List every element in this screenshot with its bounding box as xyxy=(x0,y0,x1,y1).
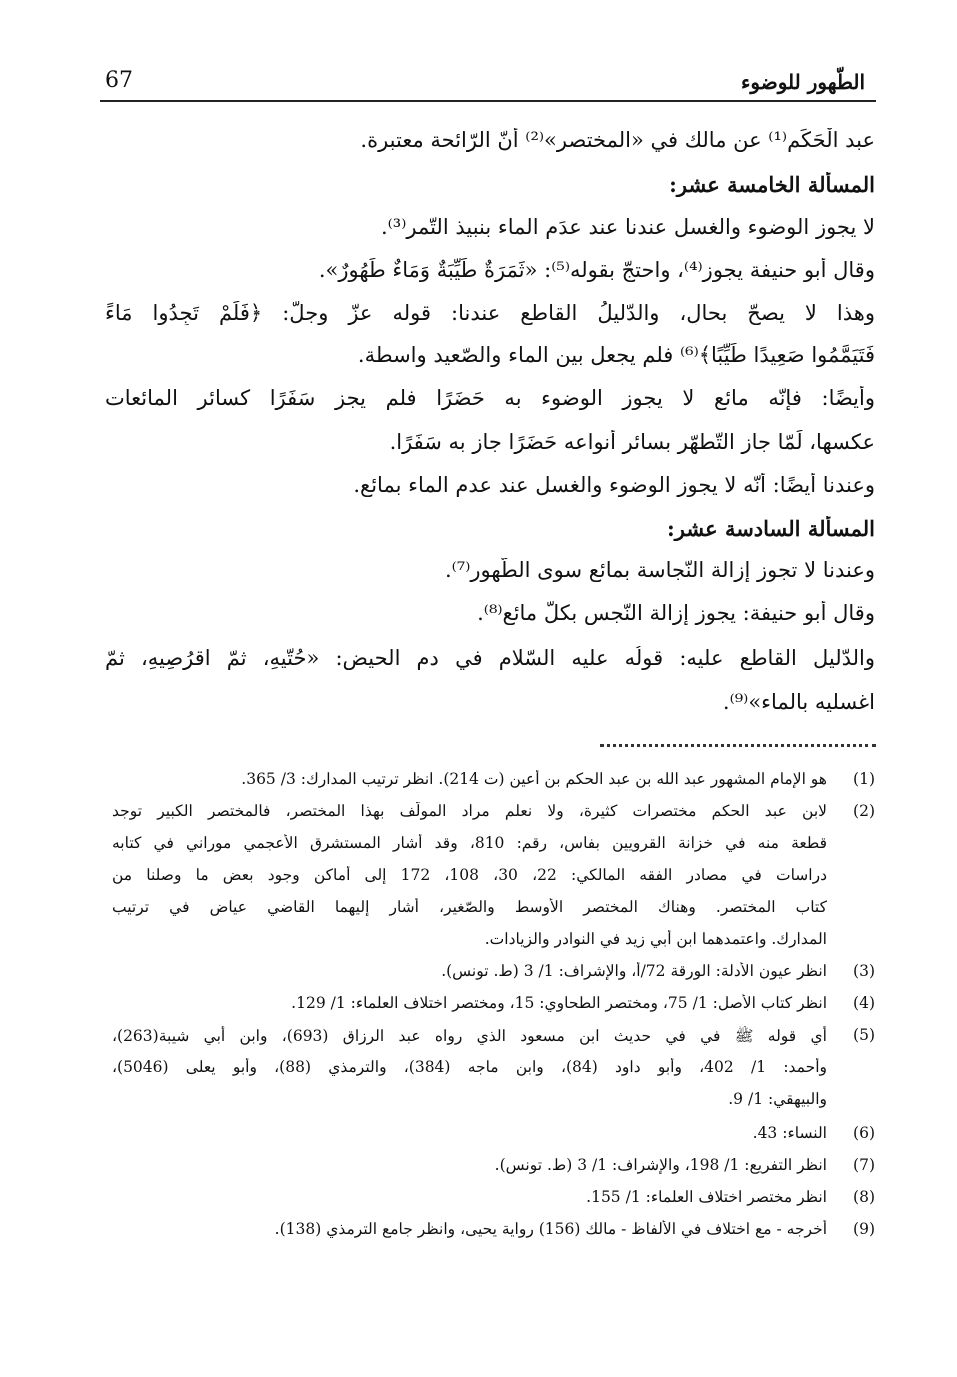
footnote-text: لابن عبد الحكم مختصرات كثيرة، ولا نعلم مراد المولّف بهذا المختصر، فالمختصر الكبير توجد xyxy=(112,802,827,820)
footnote-text: النساء: 43. xyxy=(752,1124,827,1142)
footnote-text: انظر كتاب الأصل: 1/ 75، ومختصر الطحاوي: 15، ومختصر اختلاف العلماء: 1/ 129. xyxy=(291,994,827,1012)
footnote-text: انظر التفريع: 1/ 198، والإشراف: 1/ 3 (ط. تونس). xyxy=(494,1156,827,1174)
running-title: الطّهور للوضوء xyxy=(741,70,865,94)
body-line: والدّليل القاطع عليه: قولُه عليه السّلام في دم الحيض: «حُتّيهِ، ثمّ اقرُصِيهِ، ثمّ xyxy=(105,646,875,670)
footnote-number: (6) xyxy=(853,1124,875,1142)
footnote-text: كتاب المختصر. وهناك المختصر الأوسط والصّغير، أشار إليهما القاضي عياض في ترتيب xyxy=(112,898,827,916)
footnote-number: (1) xyxy=(853,770,875,788)
body-line: عبد الْحَكَم⁽¹⁾ عن مالك في «المختصر»⁽²⁾ أنّ الرّائحة معتبرة. xyxy=(360,128,875,152)
section-heading: المسألة الخامسة عشر: xyxy=(669,172,875,197)
footnote-number: (9) xyxy=(853,1220,875,1238)
footnote-number: (2) xyxy=(853,802,875,820)
body-line: لا يجوز الوضوء والغسل عندنا عند عدَم الماء بنبيذ التّمر⁽³⁾. xyxy=(380,215,875,239)
body-line: وعندنا أيضًا: أنّه لا يجوز الوضوء والغسل عند عدم الماء بمائعٍ. xyxy=(353,473,875,497)
header-rule xyxy=(100,100,876,102)
page-number: 67 xyxy=(105,68,133,93)
footnote-text: هو الإمام المشهور عبد الله بن عبد الحكم بن أعين (ت 214). انظر ترتيب المدارك: 3/ 365. xyxy=(241,770,827,788)
footnote-text: والبيهقي: 1/ 9. xyxy=(728,1090,827,1108)
footnote-separator xyxy=(600,744,876,747)
footnote-text: أخرجه - مع اختلاف في الألفاظ - مالك (156) رواية يحيى، وانظر جامع الترمذي (138). xyxy=(274,1220,827,1238)
footnote-text: انظر مختصر اختلاف العلماء: 1/ 155. xyxy=(586,1188,827,1206)
footnote-text: المدارك. واعتمدهما ابن أبي زيد في النوادر والزيادات. xyxy=(484,930,827,948)
body-line: وهذا لا يصحّ بحالٍ، والدّليلُ القاطع عندنا: قوله عزّ وجلّ: ﴿فَلَمْ تَجِدُوا مَاءً xyxy=(105,301,875,325)
body-line: عكسها، لَمّا جاز التّطهّر بسائر أنواعه حَضَرًا جاز به سَفَرًا. xyxy=(389,430,875,454)
body-line: اغسليه بالماء»⁽⁹⁾. xyxy=(722,690,875,714)
footnote-number: (5) xyxy=(853,1026,875,1044)
body-line: وأيضًا: فإنّه مائع لا يجوز الوضوء به حَضَرًا فلم يجز سَفَرًا كسائر المائعات xyxy=(105,386,875,410)
footnote-text: انظر عيون الأدلة: الورقة 72/أ، والإشراف: 1/ 3 (ط. تونس). xyxy=(441,962,827,980)
body-line: فَتَيَمَّمُوا صَعِيدًا طَيِّبًا﴾⁽⁶⁾ فلم يجعل بين الماء والصّعيد واسطة. xyxy=(357,343,875,367)
section-heading: المسألة السادسة عشر: xyxy=(667,516,875,541)
body-line: وقال أبو حنيفة: يجوز إزالة النّجس بكلّ مائعٍ⁽⁸⁾. xyxy=(477,601,875,625)
footnote-text: أي قوله ﷺ في في حديث ابن مسعود الذي رواه عبد الرزاق (693)، وابن أبي شيبة(263)، xyxy=(112,1027,827,1045)
body-line: وعندنا لا تجوز إزالة النّجاسة بمائعٍ سوى الطّهور⁽⁷⁾. xyxy=(444,558,875,582)
body-line: وقال أبو حنيفة يجوز⁽⁴⁾، واحتجّ بقوله⁽⁵⁾: «ثَمَرَةٌ طَيِّبَةٌ وَمَاءٌ طَهُورٌ». xyxy=(318,258,875,282)
footnote-number: (3) xyxy=(853,962,875,980)
footnote-text: وأحمد: 1/ 402، وأبو داود (84)، وابن ماجه (384)، والترمذي (88)، وأبو يعلى (5046)، xyxy=(112,1058,827,1076)
footnote-number: (7) xyxy=(853,1156,875,1174)
footnote-number: (8) xyxy=(853,1188,875,1206)
footnote-number: (4) xyxy=(853,994,875,1012)
footnote-text: دراسات في مصادر الفقه المالكي: 22، 30، 108، 172 إلى أماكن وجود بعض ما وصلنا من xyxy=(112,866,827,884)
footnote-text: قطعة منه في خزانة القرويين بفاس، رقم: 810، وقد أشار المستشرق الأعجمي موراني في كتابه xyxy=(112,834,827,852)
